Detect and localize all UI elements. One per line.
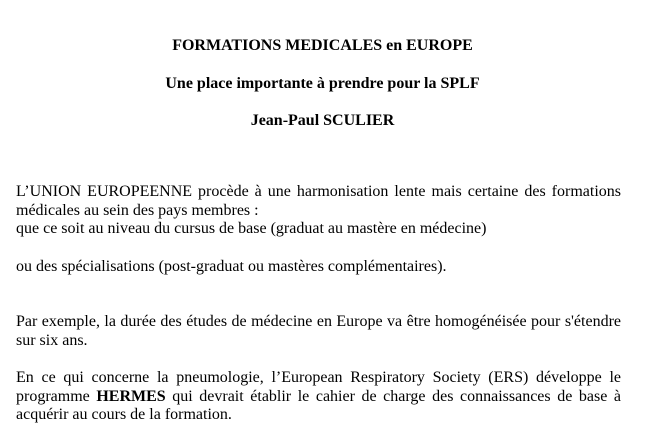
paragraph-line: L’UNION EUROPEENNE procède à une harmonisation lente mais certaine des formations — [16, 183, 621, 200]
paragraph-specialisations — [16, 258, 621, 277]
text-segment: qui devrait établir le cahier de charge des connaissances de base à — [165, 387, 621, 405]
paragraph-ers-hermes — [16, 369, 621, 425]
paragraph-eu-harmonisation — [16, 183, 621, 239]
paragraph-line: En ce qui concerne la pneumologie, l’European Respiratory Society (ERS) développe le — [16, 369, 621, 386]
paragraph-line: sur six ans. — [16, 331, 88, 349]
hermes-program-name: HERMES — [96, 387, 166, 405]
paragraph-line: que ce soit au niveau du cursus de base (graduat au mastère en médecine) — [16, 220, 487, 237]
paragraph-line: ou des spécialisations (post-graduat ou mastères complémentaires). — [16, 258, 447, 275]
document-title: FORMATIONS MEDICALES en EUROPE — [172, 37, 473, 54]
paragraph-line: médicales au sein des pays membres : — [16, 201, 259, 219]
document-subtitle: Une place importante à prendre pour la SPLF — [165, 75, 480, 92]
paragraph-line: Par exemple, la durée des études de médecine en Europe va être homogénéisée pour s'étendre — [16, 313, 621, 330]
paragraph-study-duration — [16, 313, 621, 350]
document-author: Jean-Paul SCULIER — [250, 112, 395, 129]
paragraph-line: acquérir au cours de la formation. — [16, 406, 232, 423]
paragraph-line — [16, 388, 621, 407]
text-segment: programme — [16, 387, 97, 405]
